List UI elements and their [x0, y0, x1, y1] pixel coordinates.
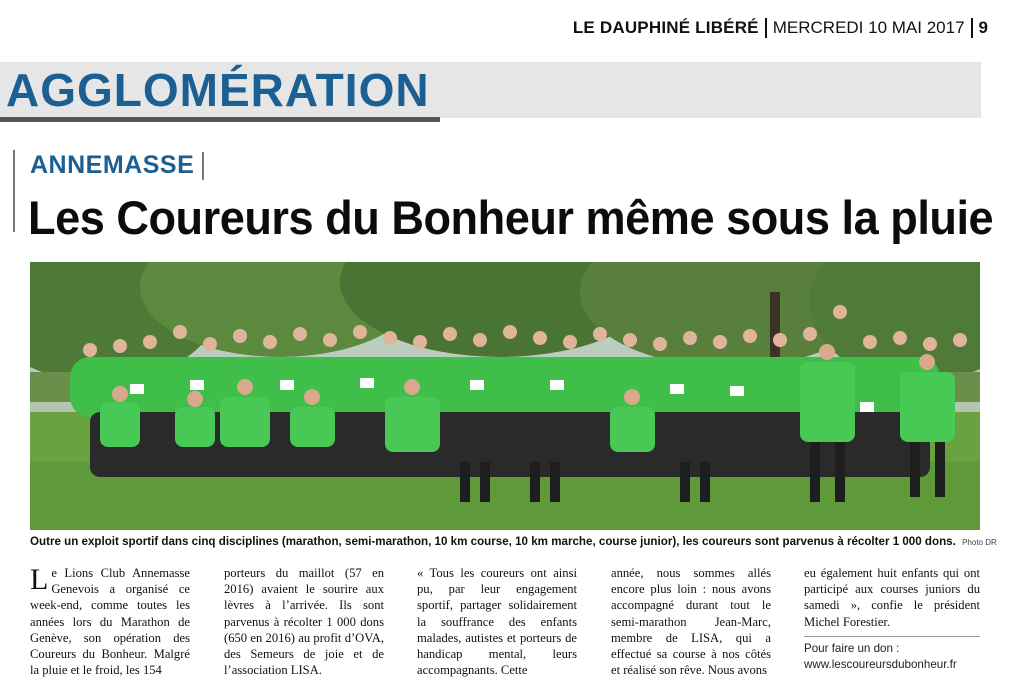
- article-column-3: [417, 565, 577, 678]
- donation-link[interactable]: www.lescoureursdubonheur.fr: [804, 658, 957, 671]
- article-column-2: [224, 565, 384, 678]
- donation-label: Pour faire un don :: [804, 642, 900, 655]
- column-4-text: année, nous sommes allés encore plus loin : nous avons accompagné durant tout le semi-marathon Jean-Marc, membre de LISA, qui a effectué sa course à nos côtés et réalisé son rêve. Nous avons: [611, 566, 771, 678]
- newspaper-name: LE DAUPHINÉ LIBÉRÉ: [572, 18, 759, 37]
- donation-box: [804, 641, 984, 673]
- column-2-text: porteurs du maillot (57 en 2016) avaient le sourire aux lèvres à l’arrivée. Ils sont parvenus à récolter 1 000 dons (650 en 2016) au profit d’OVA, des Semeurs de joie et de l’association LISA.: [224, 566, 384, 678]
- article-column-1: [30, 565, 190, 678]
- column-1-text: e Lions Club Annemasse Genevois a organisé ce week-end, comme toutes les années lors du Marathon de Genève, son opération des Coureurs du Bonheur. Malgré la pluie et le froid, les 154: [30, 566, 190, 678]
- kicker-text: ANNEMASSE: [30, 151, 195, 179]
- kicker-divider: [202, 152, 204, 180]
- issue-date: MERCREDI 10 MAI 2017: [772, 18, 965, 37]
- group-photo: [30, 262, 980, 530]
- section-title: AGGLOMÉRATION: [6, 64, 430, 116]
- photo-caption: [30, 535, 997, 548]
- article-left-rule: [13, 150, 15, 232]
- column-3-text: « Tous les coureurs ont ainsi pu, par leur engagement sportif, partager solidairement la souffrance des enfants malades, autistes et porteurs de handicap mental, leurs accompagnants. Cette: [417, 566, 577, 678]
- article-column-5: [804, 565, 980, 630]
- photo-credit: Photo DR: [962, 538, 997, 547]
- group-photo-illustration: [30, 262, 980, 530]
- donation-divider: [804, 636, 980, 637]
- page-number: 9: [978, 18, 988, 37]
- masthead: [573, 18, 988, 38]
- masthead-separator: [765, 18, 767, 38]
- drop-cap: L: [30, 563, 49, 596]
- caption-text: Outre un exploit sportif dans cinq disciplines (marathon, semi-marathon, 10 km course, 10 km marche, course junior), les coureurs sont parvenus à récolter 1 000 dons.: [30, 535, 956, 548]
- section-underline: [0, 117, 440, 122]
- article-column-4: [611, 565, 771, 678]
- article-kicker: [30, 151, 204, 180]
- column-5-text: eu également huit enfants qui ont participé aux courses juniors du samedi », confie le président Michel Forestier.: [804, 566, 980, 629]
- masthead-separator: [971, 18, 973, 38]
- article-headline: Les Coureurs du Bonheur même sous la pluie: [28, 191, 994, 244]
